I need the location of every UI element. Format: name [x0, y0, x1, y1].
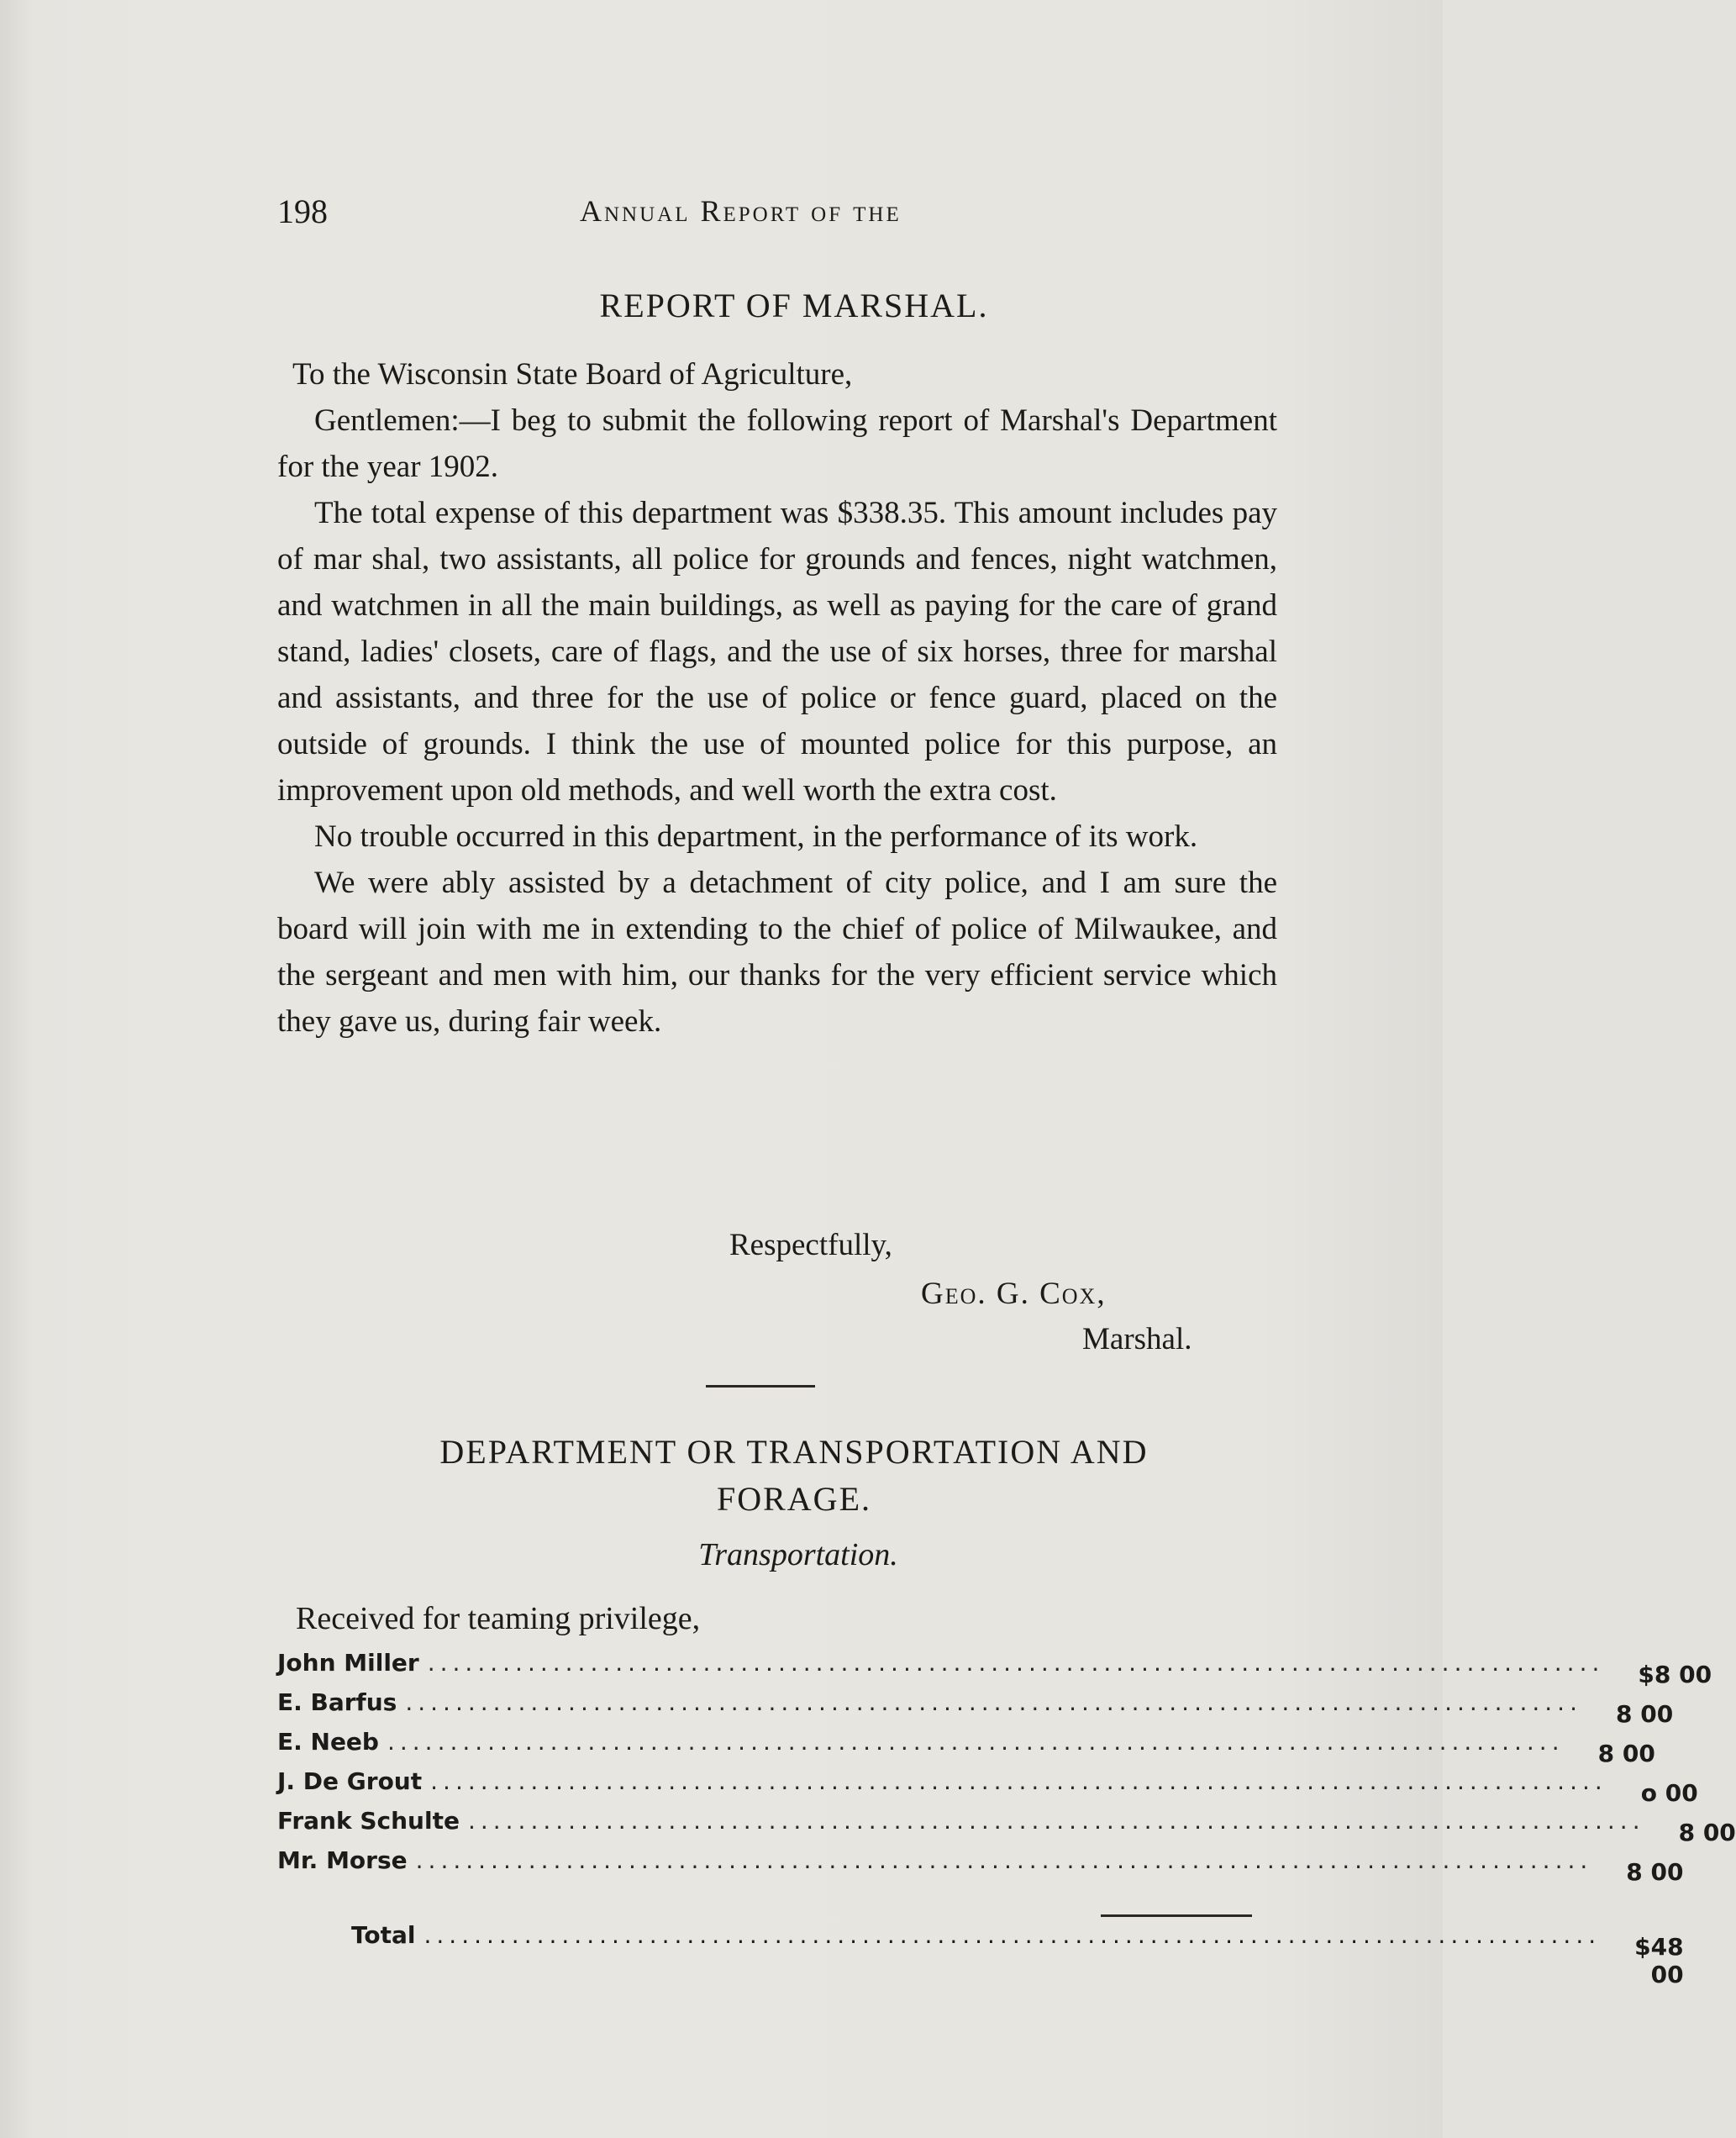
ledger-name: E. Neeb	[277, 1728, 379, 1756]
report-body	[277, 351, 1277, 1045]
total-amount: $48 00	[1634, 1933, 1684, 1988]
ledger-amount: o 00	[1640, 1779, 1698, 1807]
section-divider	[706, 1385, 815, 1388]
ledger-amount: 8 00	[1597, 1740, 1655, 1767]
report-title: REPORT OF MARSHAL.	[599, 287, 989, 324]
ledger-row	[277, 1649, 1712, 1688]
department-title-line-1: DEPARTMENT OR TRANSPORTATION AND	[439, 1433, 1149, 1471]
leader-dots: ..............................................................................................	[387, 1728, 1565, 1756]
page-header	[277, 192, 1286, 242]
closing: Respectfully,	[729, 1228, 892, 1262]
ledger-row	[277, 1807, 1736, 1846]
salutation: To the Wisconsin State Board of Agriculture,	[292, 357, 853, 392]
ledger-row	[277, 1688, 1674, 1728]
leader-dots: ..............................................................................................	[430, 1767, 1607, 1795]
leader-dots: ..............................................................................................	[467, 1807, 1645, 1835]
department-title	[277, 1429, 1286, 1523]
paragraph-2: The total expense of this department was $338.35. This amount includes pay of mar shal, two assistants, all police for grounds and fences, night watchmen, and watchmen in all the main buildings, as well as paying for the care of grand stand, ladies' closets, care of flags, and the use of six horses, three for marshal and assistants, and three for the use of police or fence guard, placed on the outside of grounds. I think the use of mounted police for this purpose, an improvement upon old methods, and well worth the extra cost.	[277, 496, 1277, 808]
ledger-amount: $8 00	[1638, 1661, 1712, 1688]
leader-dots: ..............................................................................................	[405, 1688, 1582, 1716]
paragraph-1: Gentlemen:—I beg to submit the following report of Marshal's Department for the year 1902.	[277, 403, 1277, 484]
page-content	[277, 0, 1736, 2138]
total-label: Total	[351, 1921, 416, 1949]
ledger-name: J. De Grout	[277, 1767, 423, 1795]
signer-title: Marshal.	[1082, 1322, 1192, 1356]
paragraph-4: We were ably assisted by a detachment of city police, and I am sure the board will join with me in extending to the chief of police of Milwaukee, and the sergeant and men with him, our thanks for the very efficient service which they gave us, during fair week.	[277, 866, 1277, 1039]
ledger-table	[277, 1649, 1736, 1886]
leader-dots: ..............................................................................................	[423, 1921, 1602, 1949]
ledger-total-row	[351, 1921, 1684, 1988]
ledger-name: Mr. Morse	[277, 1846, 408, 1874]
department-title-line-2: FORAGE.	[716, 1480, 872, 1518]
ledger-intro: Received for teaming privilege,	[296, 1601, 701, 1636]
page-number: 198	[277, 192, 328, 230]
section-subtitle: Transportation.	[698, 1537, 898, 1572]
ledger-row	[277, 1728, 1655, 1767]
ledger-name: John Miller	[277, 1649, 419, 1677]
leader-dots: ..............................................................................................	[427, 1649, 1605, 1677]
ledger-amount: 8 00	[1678, 1819, 1736, 1846]
ledger-row	[277, 1846, 1684, 1886]
leader-dots: ..............................................................................................	[415, 1846, 1593, 1874]
ledger-name: E. Barfus	[277, 1688, 397, 1716]
ledger-amount: 8 00	[1626, 1858, 1684, 1886]
running-head: Annual Report of the	[580, 194, 902, 228]
total-rule	[1101, 1914, 1252, 1917]
signer-name: Geo. G. Cox,	[921, 1277, 1107, 1311]
ledger-name: Frank Schulte	[277, 1807, 460, 1835]
paragraph-3: No trouble occurred in this department, in the performance of its work.	[314, 819, 1198, 854]
ledger-amount: 8 00	[1615, 1700, 1674, 1728]
ledger-row	[277, 1767, 1698, 1807]
